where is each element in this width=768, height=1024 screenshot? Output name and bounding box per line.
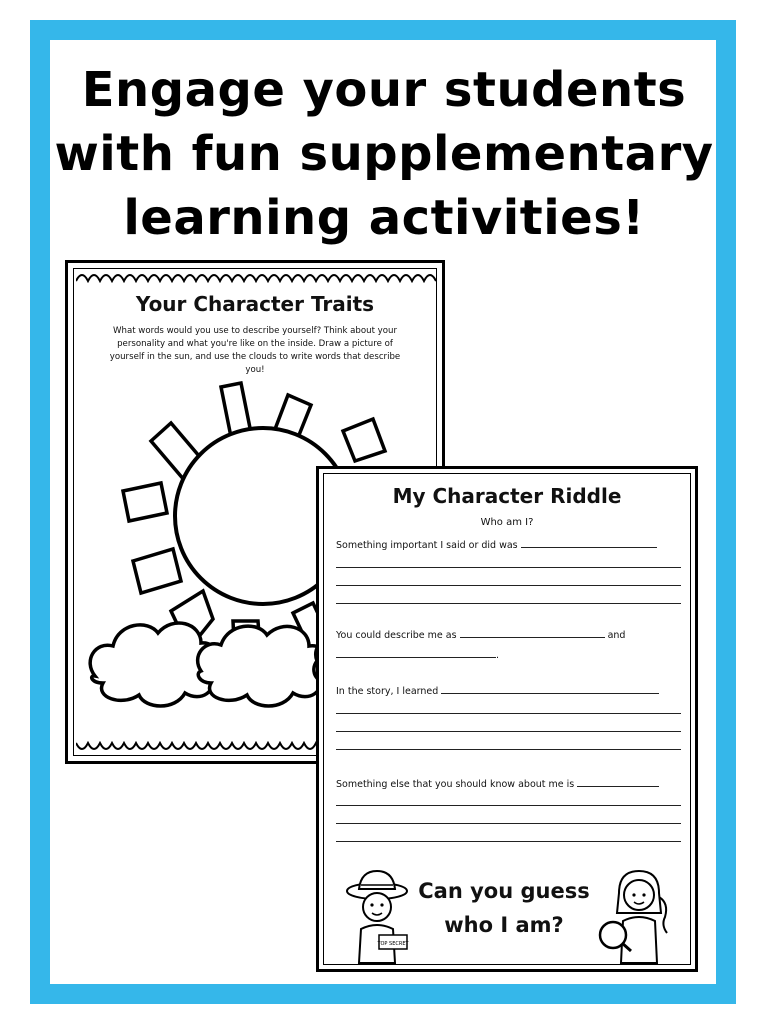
answer-blank <box>336 649 496 658</box>
answer-blank <box>441 685 659 694</box>
answer-blank <box>460 629 605 638</box>
traits-title: Your Character Traits <box>135 292 375 316</box>
prompt-1-text: Something important I said or did was <box>336 540 518 551</box>
riddle-subtitle: Who am I? <box>480 517 534 528</box>
answer-line <box>336 567 681 568</box>
riddle-title: My Character Riddle <box>392 484 622 508</box>
answer-line <box>336 749 681 750</box>
answer-line <box>336 823 681 824</box>
character-riddle-worksheet <box>316 466 698 972</box>
headline-line-3: learning activities! <box>123 190 645 246</box>
headline-line-2: with fun supplementary <box>54 126 714 182</box>
answer-blank <box>521 539 657 548</box>
prompt-1 <box>336 539 657 551</box>
scallop-border-top <box>76 267 436 283</box>
answer-blank <box>577 778 659 787</box>
detective-boy-icon <box>341 865 413 965</box>
answer-line <box>336 585 681 586</box>
guess-line-1: Can you guess <box>418 879 590 903</box>
answer-line <box>336 805 681 806</box>
prompt-2-and: and <box>607 630 626 641</box>
prompt-2-continued <box>336 649 499 661</box>
prompt-2-text: You could describe me as <box>336 630 457 641</box>
headline-line-1: Engage your students <box>81 62 687 118</box>
prompt-4-text: Something else that you should know about me is <box>336 779 575 790</box>
answer-line <box>336 841 681 842</box>
top-secret-sign: TOP SECRET <box>377 941 409 947</box>
prompt-4 <box>336 778 659 790</box>
prompt-2-period: . <box>496 650 500 661</box>
traits-instructions: What words would you use to describe yourself? Think about your personality and what you're like on the inside. Draw a picture of yourself in the sun, and use the clouds to write words that describe you! <box>109 326 401 375</box>
prompt-2 <box>336 629 625 641</box>
answer-line <box>336 731 681 732</box>
detective-girl-icon <box>595 863 679 965</box>
answer-line <box>336 713 681 714</box>
guess-prompt <box>414 874 594 942</box>
answer-line <box>336 603 681 604</box>
prompt-3-text: In the story, I learned <box>336 686 439 697</box>
guess-line-2: who I am? <box>444 913 564 937</box>
prompt-3 <box>336 685 659 697</box>
headline <box>50 58 718 250</box>
